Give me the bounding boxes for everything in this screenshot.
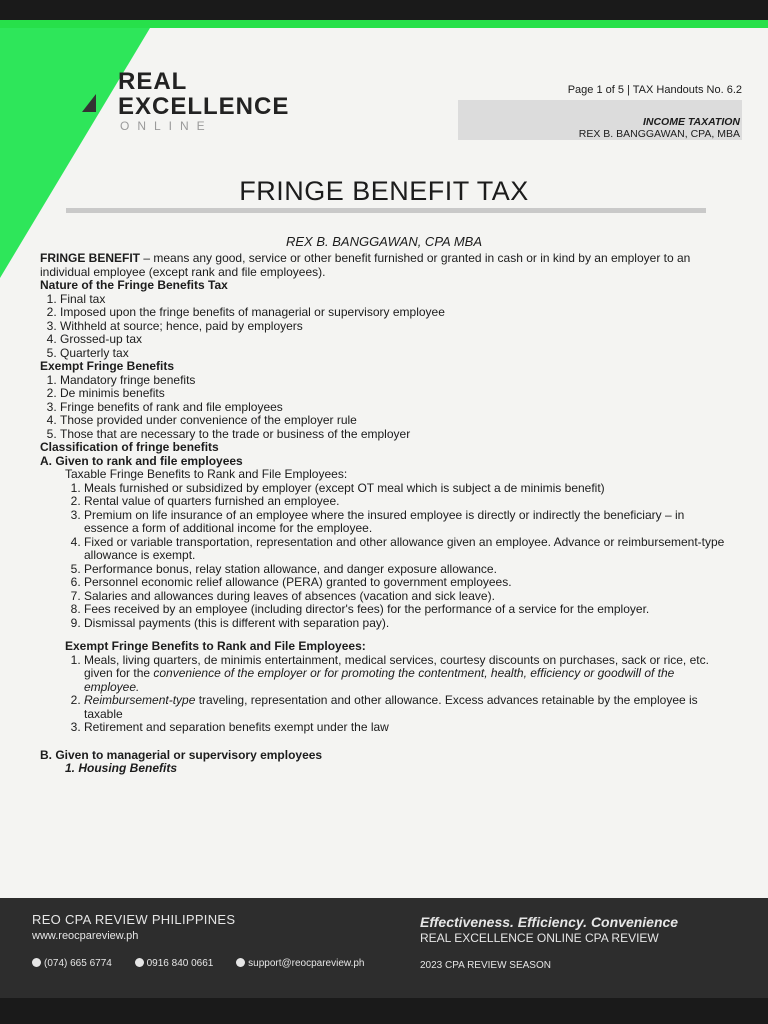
page-info: Page 1 of 5 | TAX Handouts No. 6.2 — [567, 84, 742, 96]
logo-line1: REAL — [118, 68, 188, 95]
phone-icon — [32, 958, 41, 967]
exempt-heading: Exempt Fringe Benefits — [40, 359, 175, 373]
logo-line3: ONLINE — [120, 119, 213, 133]
exempt-rf-1b: convenience of the employer or for promoting the contentment, health, efficiency or goodwill of the employee. — [84, 666, 675, 694]
document-title: FRINGE BENEFIT TAX — [239, 176, 529, 206]
classification-heading: Classification of fringe benefits — [40, 440, 219, 454]
footer-subtitle: REAL EXCELLENCE ONLINE CPA REVIEW — [420, 931, 659, 945]
list-item: 5. Performance bonus, relay station allowance, and danger exposure allowance. — [84, 563, 730, 577]
housing-benefits: 1. Housing Benefits — [65, 761, 178, 775]
list-item: 9. Dismissal payments (this is different with separation pay). — [84, 617, 730, 631]
taxable-list — [40, 482, 730, 631]
list-item — [84, 694, 730, 721]
brand-logo — [118, 70, 289, 132]
list-item: 3. Fringe benefits of rank and file employees — [60, 401, 730, 415]
list-item: 4. Fixed or variable transportation, representation and other allowance given an employee. Advance or reimbursement-type allowance is exempt. — [84, 536, 730, 563]
exempt-rf-heading: Exempt Fringe Benefits to Rank and File Employees: — [65, 639, 366, 653]
exempt-rf-1a: Meals, living quarters, de minimis entertainment, medical services, courtesy discounts on purchases, sack or rice, etc. given for the — [84, 652, 709, 680]
logo-mark-icon — [82, 94, 96, 112]
list-item: 6. Personnel economic relief allowance (PERA) granted to government employees. — [84, 576, 730, 590]
list-item: 3. Withheld at source; hence, paid by employers — [60, 320, 730, 334]
definition-term: FRINGE BENEFIT — [40, 251, 141, 265]
section-b-heading: B. Given to managerial or supervisory employees — [40, 747, 323, 762]
logo-line2: EXCELLENCE — [118, 93, 290, 120]
footer-tagline: Effectiveness. Efficiency. Convenience — [420, 914, 679, 930]
list-item: 3. Retirement and separation benefits exempt under the law — [84, 721, 730, 735]
taxable-heading: Taxable Fringe Benefits to Rank and File Employees: — [65, 467, 348, 481]
list-item: 8. Fees received by an employee (including director's fees) for the performance of a service for the employer. — [84, 603, 730, 617]
list-item — [84, 654, 730, 695]
exempt-list — [40, 374, 730, 442]
definition-paragraph — [40, 252, 730, 279]
exempt-rf-list — [40, 654, 730, 735]
section-a-heading: A. Given to rank and file employees — [40, 453, 243, 468]
definition-text: – means any good, service or other benefit furnished or granted in cash or in kind by an employer to an individual employee (except rank and file employees). — [40, 251, 691, 279]
mobile-text: 0916 840 0661 — [146, 958, 214, 969]
footer-season: 2023 CPA REVIEW SEASON — [420, 960, 551, 971]
email-icon — [236, 958, 245, 967]
mobile-icon — [135, 958, 144, 967]
list-item: 7. Salaries and allowances during leaves of absences (vacation and sick leave). — [84, 590, 730, 604]
course-title: INCOME TAXATION — [642, 116, 740, 128]
footer-org: REO CPA REVIEW PHILIPPINES — [32, 912, 236, 927]
list-item: 5. Quarterly tax — [60, 347, 730, 361]
list-item: 4. Those provided under convenience of the employer rule — [60, 414, 730, 428]
page-footer — [0, 898, 768, 998]
list-item: 3. Premium on life insurance of an employee where the insured employee is directly or indirectly the beneficiary – in essence a form of additional income for the employee. — [84, 509, 730, 536]
list-item: 5. Those that are necessary to the trade or business of the employer — [60, 428, 730, 442]
list-item: 1. Final tax — [60, 293, 730, 307]
nature-heading: Nature of the Fringe Benefits Tax — [40, 278, 228, 292]
list-item: 1. Mandatory fringe benefits — [60, 374, 730, 388]
title-underline — [66, 208, 706, 213]
list-item: 2. Rental value of quarters furnished an employee. — [84, 495, 730, 509]
footer-contact — [32, 958, 384, 969]
byline: REX B. BANGGAWAN, CPA MBA — [285, 234, 482, 249]
list-item: 2. De minimis benefits — [60, 387, 730, 401]
list-item: 4. Grossed-up tax — [60, 333, 730, 347]
document-body — [40, 252, 730, 776]
footer-website[interactable]: www.reocpareview.ph — [32, 930, 139, 942]
list-item: 1. Meals furnished or subsidized by employer (except OT meal which is subject a de minimis benefit) — [84, 482, 730, 496]
exempt-rf-2a: Reimbursement-type — [84, 693, 196, 707]
header-author: REX B. BANGGAWAN, CPA, MBA — [578, 128, 740, 140]
email-entry — [236, 958, 374, 969]
exempt-rf-2b: traveling, representation and other allowance. Excess advances retainable by the employee is taxable — [84, 693, 698, 721]
mobile-entry — [135, 958, 224, 969]
nature-list — [40, 293, 730, 361]
list-item: 2. Imposed upon the fringe benefits of managerial or supervisory employee — [60, 306, 730, 320]
phone-entry — [32, 958, 122, 969]
email-text[interactable]: support@reocpareview.ph — [248, 958, 365, 969]
phone-text: (074) 665 6774 — [44, 958, 112, 969]
